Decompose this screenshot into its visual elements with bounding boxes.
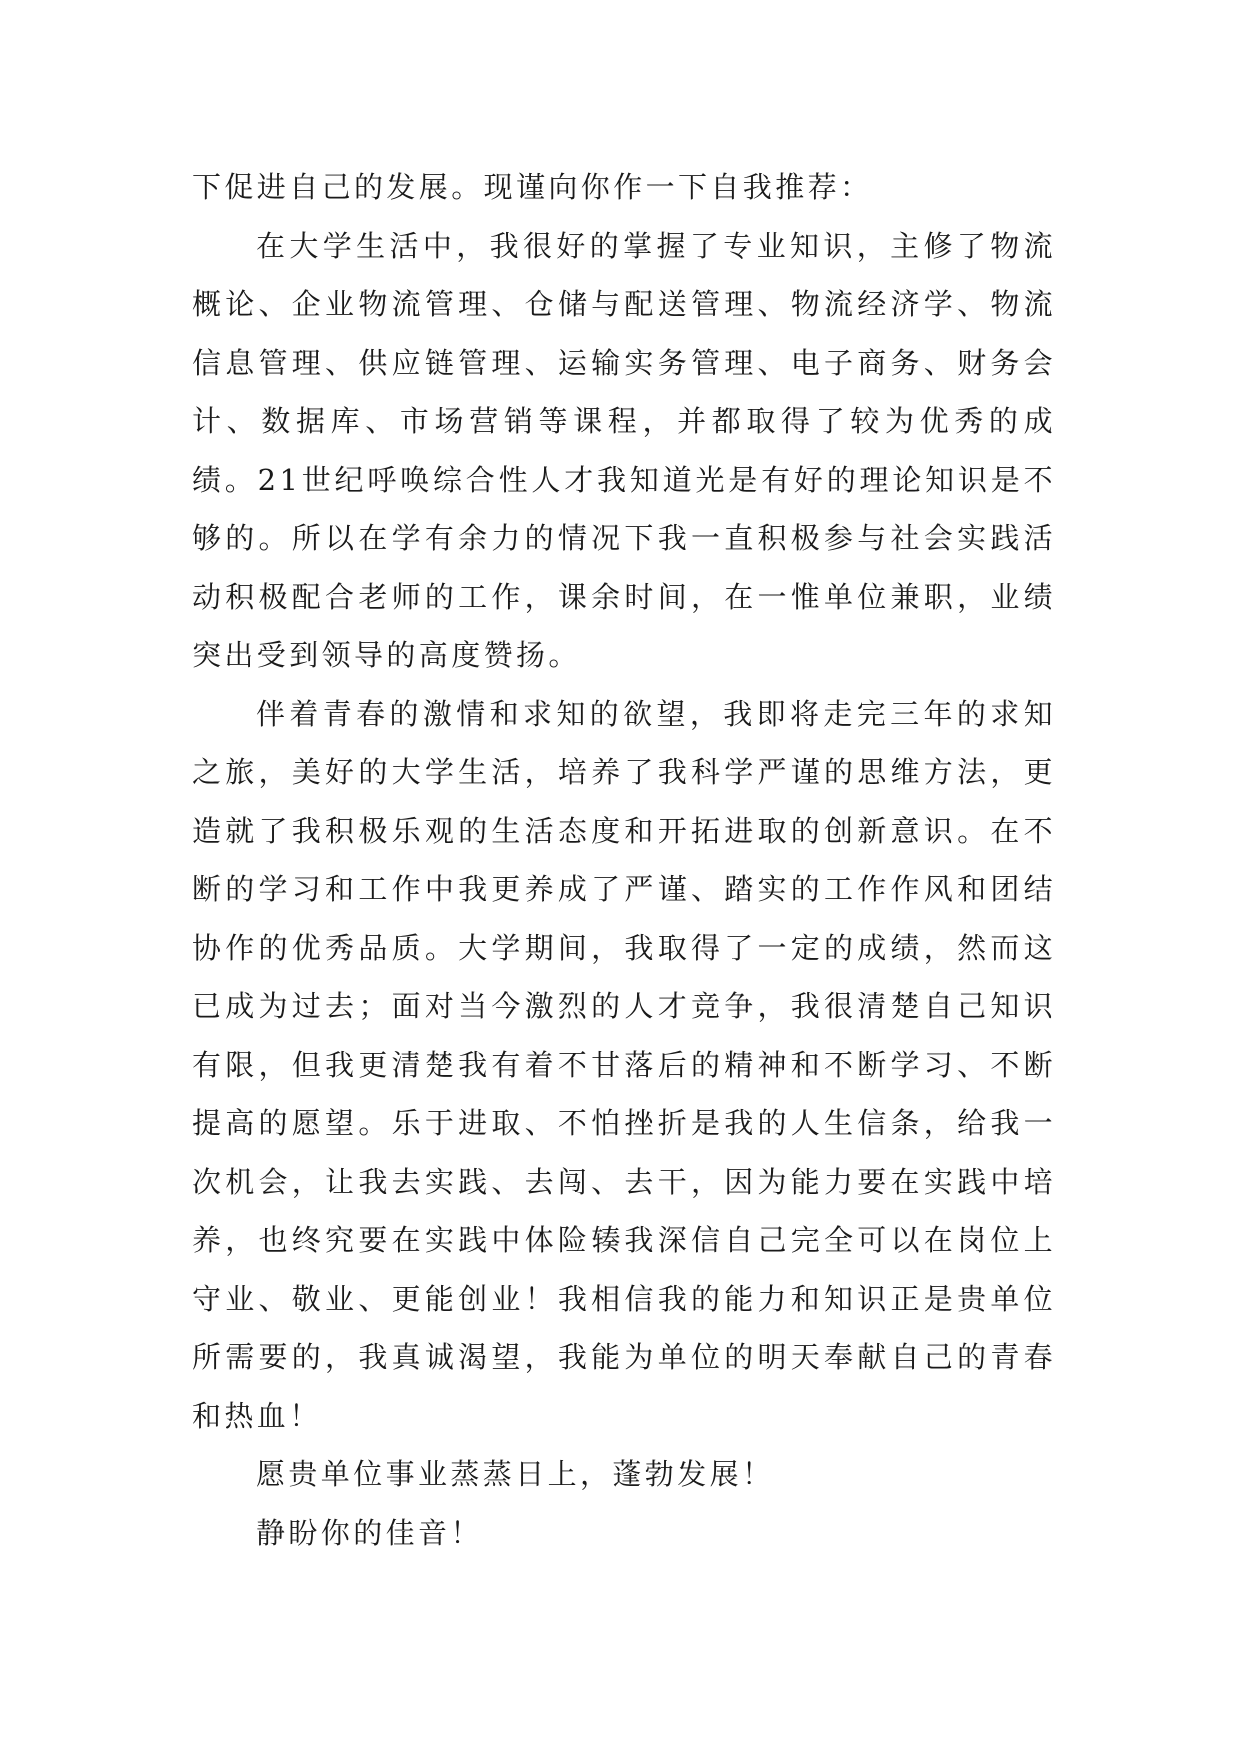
paragraph-self-assessment: 伴着青春的激情和求知的欲望，我即将走完三年的求知之旅，美好的大学生活，培养了我科学严谨的思维方法，更造就了我积极乐观的生活态度和开拓进取的创新意识。在不断的学习和工作中我更养成了严谨、踏实的工作作风和团结协作的优秀品质。大学期间，我取得了一定的成绩，然而这已成为过去；面对当今激烈的人才竞争，我很清楚自己知识有限，但我更清楚我有着不甘落后的精神和不断学习、不断提高的愿望。乐于进取、不怕挫折是我的人生信条，给我一次机会，让我去实践、去闯、去干，因为能力要在实践中培养，也终究要在实践中体险辏我深信自己完全可以在岗位上守业、敬业、更能创业！我相信我的能力和知识正是贵单位所需要的，我真诚渴望，我能为单位的明天奉献自己的青春和热血！ [192, 696, 1056, 1433]
paragraph-continuation: 下促进自己的发展。现谨向你作一下自我推荐： [192, 170, 873, 204]
paragraph-closing: 静盼你的佳音！ [256, 1515, 483, 1550]
paragraph-studies: 在大学生活中，我很好的掌握了专业知识，主修了物流概论、企业物流管理、仓储与配送管理、物流经济学、物流信息管理、供应链管理、运输实务管理、电子商务、财务会计、数据库、市场营销等课程，并都取得了较为优秀的成绩。21世纪呼唤综合性人才我知道光是有好的理论知识是不够的。所以在学有余力的情况下我一直积极参与社会实践活动积极配合老师的工作，课余时间，在一惟单位兼职，业绩突出受到领导的高度赞扬。 [192, 228, 1056, 672]
letter-body [192, 158, 1056, 1562]
paragraph-wishes: 愿贵单位事业蒸蒸日上，蓬勃发展！ [256, 1457, 775, 1491]
